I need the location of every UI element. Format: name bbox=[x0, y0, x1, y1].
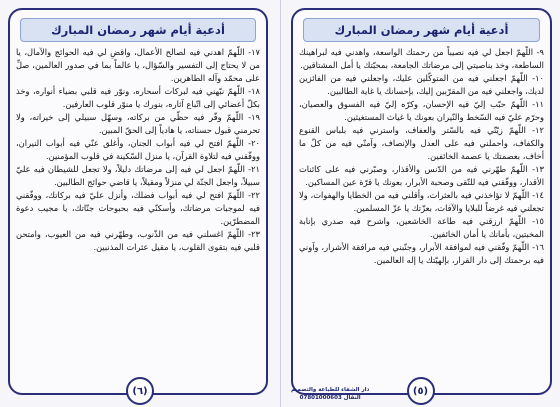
left-page-frame bbox=[8, 8, 268, 395]
prayer-paragraph: ١٤- اللّهمّ لا تؤاخذني فيه بالعثرات، وأقلني فيه من الخطايا والهفوات، ولا تجعلني فيه غرضاً للبلايا والآفات، بعزّتك يا عزّ المسلمين. bbox=[299, 190, 544, 213]
prayer-paragraph: ١١- اللّهمّ حبّب إليّ فيه الإحسان، وكرّه إليّ فيه الفسوق والعصيان، وحرّم عليّ فيه السّخط والنّيران بعونك يا غياث المستغيثين. bbox=[299, 99, 544, 122]
prayer-paragraph: ٢١- اللّهمّ اجعل لي فيه إلى مرضاتك دليلاً، ولا تجعل للشيطان فيه عليّ سبيلاً، واجعل الجنّة لي منزلاً ومقيلاً، يا قاضي حوائج الطالبين. bbox=[16, 164, 260, 187]
left-page-number: (٦) bbox=[126, 377, 154, 405]
right-page-number: (٥) bbox=[407, 377, 435, 405]
left-page-body bbox=[16, 46, 260, 355]
prayer-paragraph: ٢٠- اللّهمّ افتح لي فيه أبواب الجنان، وأغلق عنّي فيه أبواب النيران، ووفّقني فيه لتلاوة القرآن، يا منزل السّكينة في قلوب المؤمنين. bbox=[16, 138, 260, 161]
prayer-paragraph: ١٢- اللّهمّ زيّنّي فيه بالسّتر والعفاف، واسترني فيه بلباس القنوع والكفاف، واحملني فيه على العدل والإنصاف، وآمنّي فيه من كلّ ما أخاف، بعصمتك يا عصمة الخائفين. bbox=[299, 125, 544, 161]
publisher-phone: النقال 07801000603 bbox=[299, 395, 361, 401]
prayer-paragraph: ١٠- اللّهمّ اجعلني فيه من المتوكّلين عليك، واجعلني فيه من الفائزين لديك، واجعلني فيه من المقرّبين إليك، بإحسانك يا غاية الطالبين. bbox=[299, 73, 544, 96]
prayer-paragraph: ١٩- اللّهمّ وفّر فيه حظّي من بركاته، وسهّل سبيلي إلى خيراته، ولا تحرمني قبول حسناته، يا هادياً إلى الحقّ المبين. bbox=[16, 112, 260, 135]
prayer-paragraph: ١٧- اللّهمّ اهدني فيه لصالح الأعمال، واقضِ لي فيه الحوائج والآمال، يا من لا يحتاج إلى التفسير والسّؤال، يا عالماً بما في صدور العالمين، صلِّ على محمّد وآله الطاهرين. bbox=[16, 47, 260, 83]
prayer-paragraph: ١٨- اللّهمّ نبّهني فيه لبركات أسحاره، ونوّر فيه قلبي بضياء أنواره، وخذ بكلّ أعضائي إلى اتّباع آثاره، بنورك يا منوّر قلوب العارفين. bbox=[16, 86, 260, 109]
publisher-info bbox=[291, 386, 369, 402]
right-page-body bbox=[299, 46, 544, 355]
right-page-header bbox=[303, 18, 540, 42]
publisher-name: دار الشفاء للطباعة والتصميم bbox=[291, 387, 370, 393]
left-page-header bbox=[20, 18, 256, 42]
right-page-title: أدعية أيام شهر رمضان المبارك bbox=[334, 23, 509, 37]
prayer-paragraph: ١٥- اللّهمّ ارزقني فيه طاعة الخاشعين، واشرح فيه صدري بإنابة المخبتين، بأمانك يا أمان الخائفين. bbox=[299, 216, 544, 239]
prayer-paragraph: ١٦- اللّهمّ وفّقني فيه لموافقة الأبرار، وجنّبني فيه مرافقة الأشرار، وآوني فيه برحمتك إلى دار القرار، بإلهيّتك يا إله العالمين. bbox=[299, 242, 544, 265]
prayer-paragraph: ١٣- اللّهمّ طهّرني فيه من الدّنس والأقذار، وصبّرني فيه على كائنات الأقدار، ووفّقني فيه للتّقى وصحبة الأبرار، بعونك يا قرّة عين المساكين. bbox=[299, 164, 544, 187]
right-page-frame bbox=[291, 8, 552, 395]
left-page-title: أدعية أيام شهر رمضان المبارك bbox=[51, 23, 225, 37]
prayer-paragraph: ٢٢- اللّهمّ افتح لي فيه أبواب فضلك، وأنزل عليّ فيه بركاتك، ووفّقني فيه لموجبات مرضاتك، وأسكنّي فيه بحبوحات جنّاتك، يا مجيب دعوة المضطرّين. bbox=[16, 190, 260, 226]
right-page bbox=[280, 0, 560, 407]
prayer-paragraph: ٩- اللّهمّ اجعل لي فيه نصيباً من رحمتك الواسعة، واهدني فيه لبراهينك الساطعة، وخذ بناصيتي إلى مرضاتك الجامعة، بمحبّتك يا أمل المشتاقين. bbox=[299, 47, 544, 70]
prayer-paragraph: ٢٣- اللّهمّ اغسلني فيه من الذّنوب، وطهّرني فيه من العيوب، وامتحن قلبي فيه بتقوى القلوب، يا مقيل عثرات المذنبين. bbox=[16, 229, 260, 252]
